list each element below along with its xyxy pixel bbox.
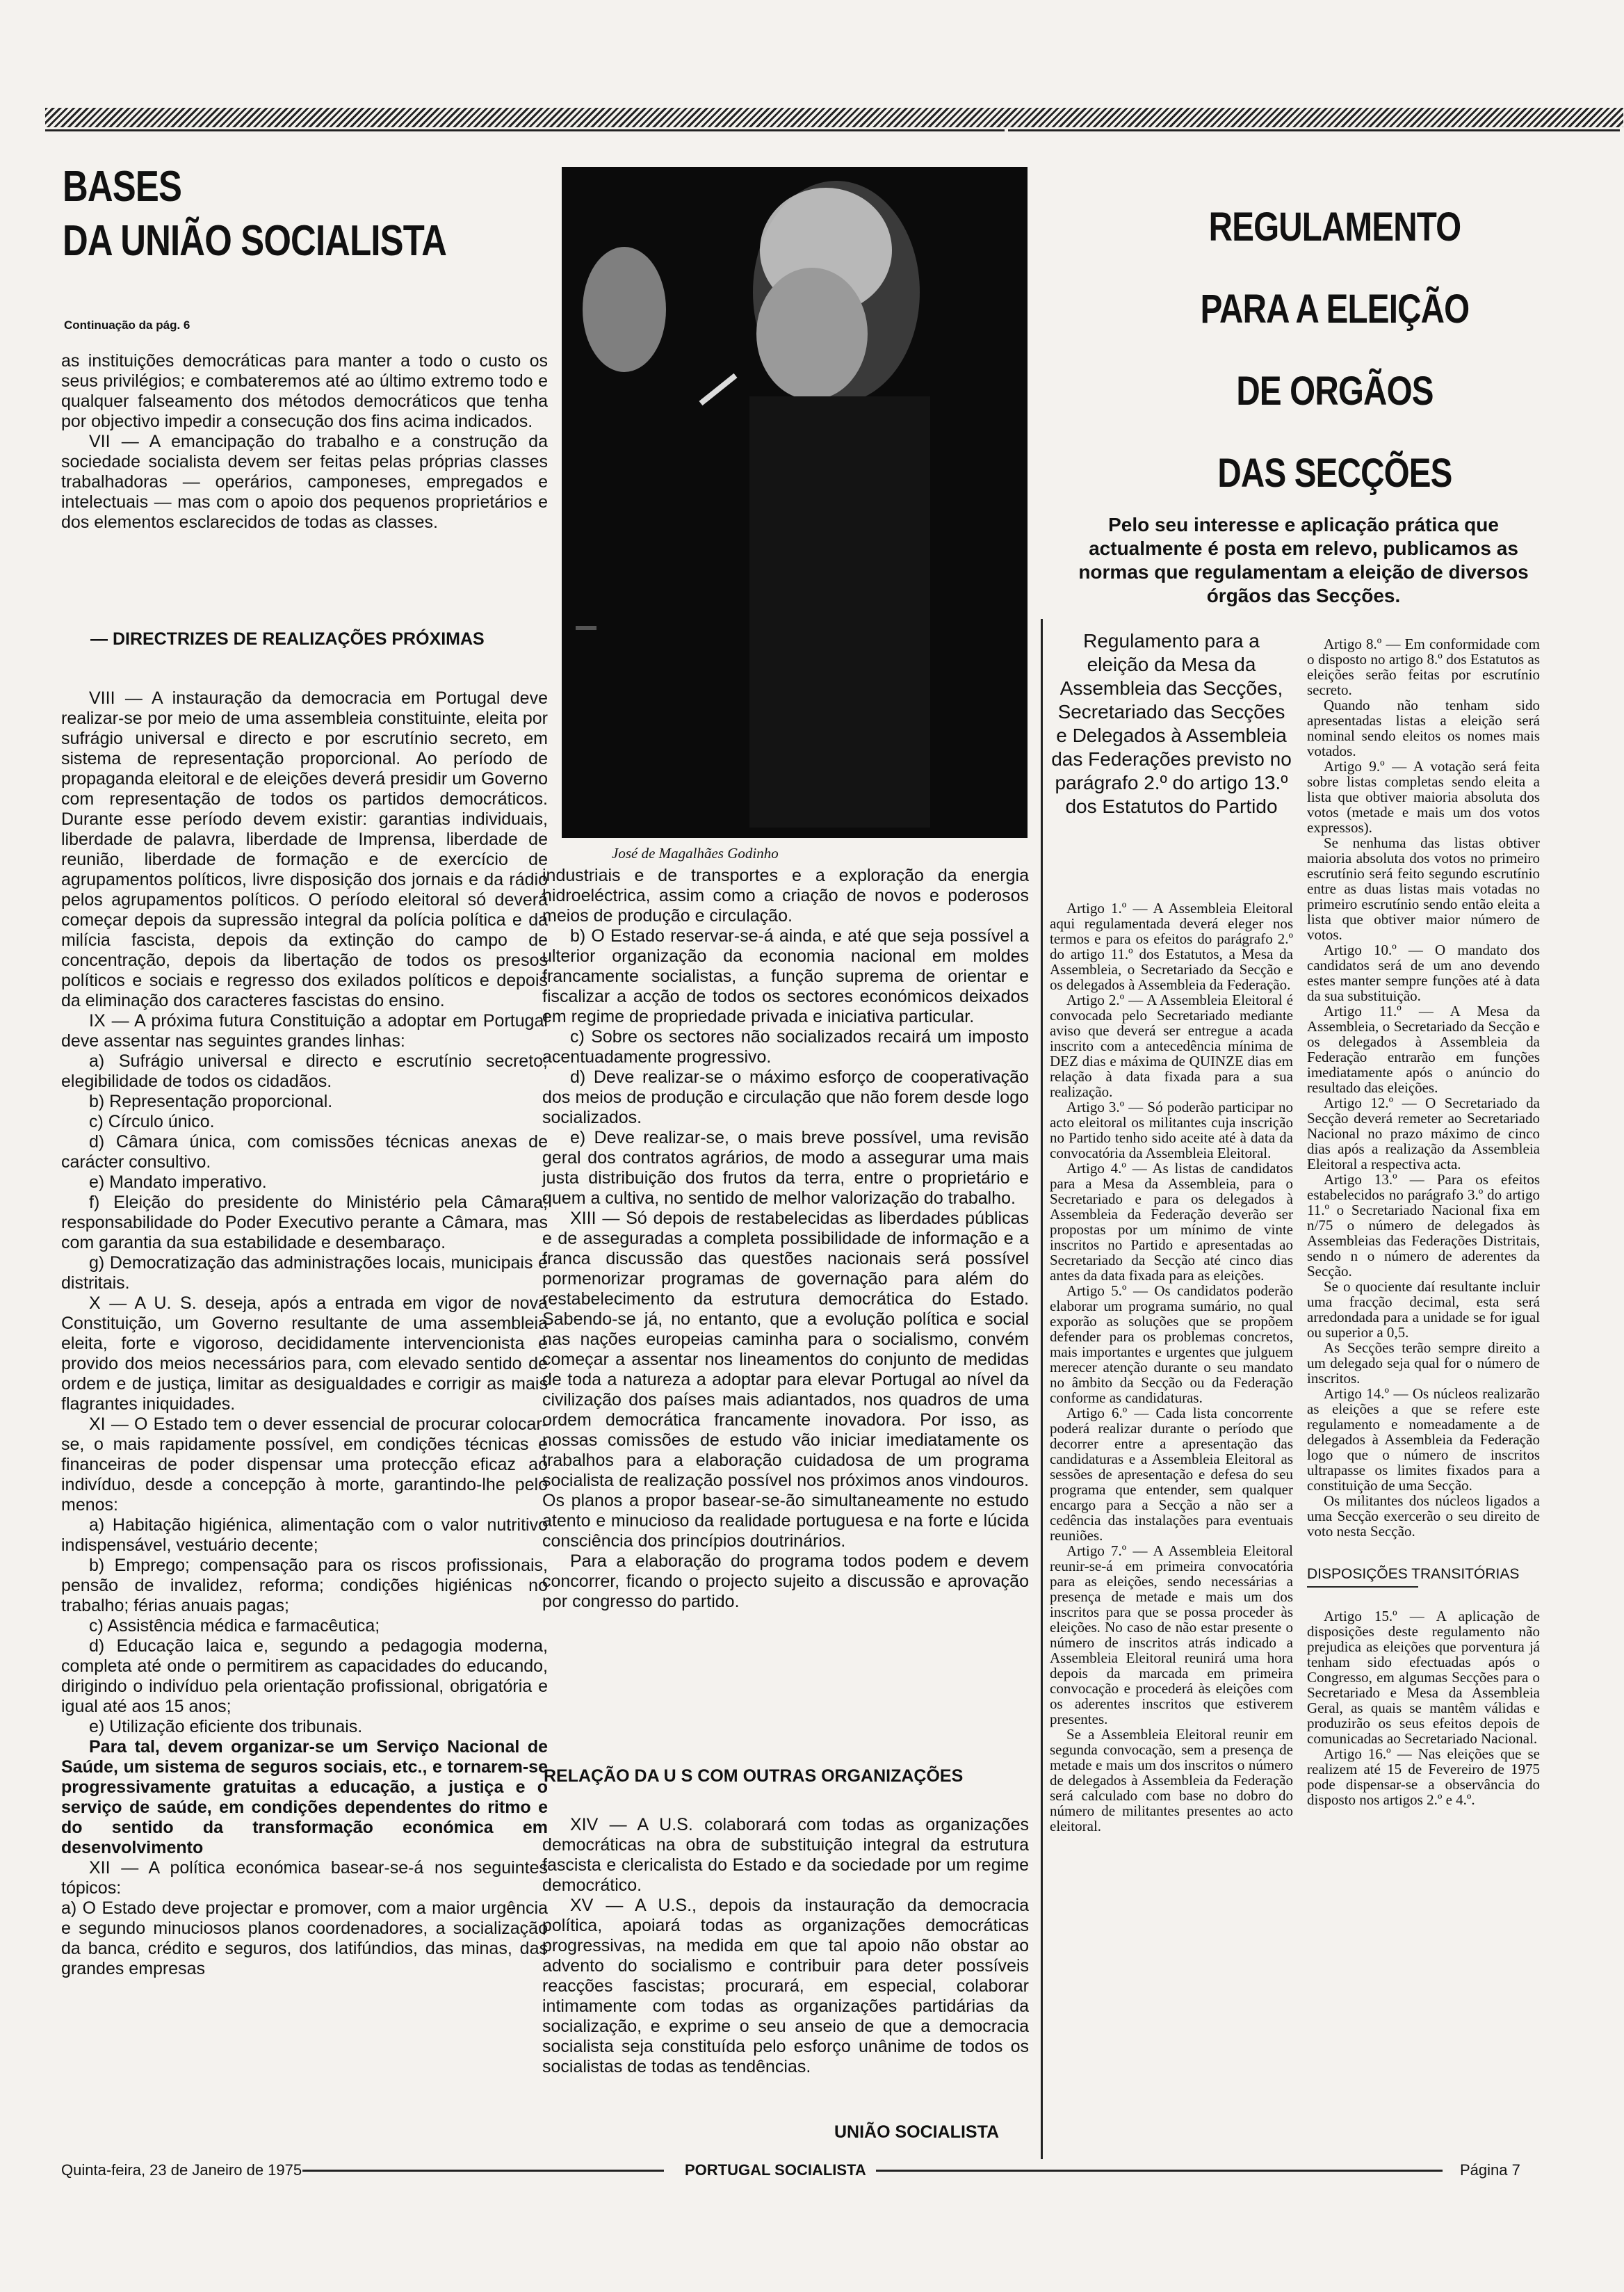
list-item: f) Eleição do presidente do Ministério pela Câmara; responsabilidade do Poder Executivo perante a Câmara, mas com garantia da sua estabilidade e desembaraço. [61,1193,548,1252]
header-hatch-band [45,108,1623,127]
footer-date: Quinta-feira, 23 de Janeiro de 1975 [61,2161,302,2179]
body-paragraph: c) Sobre os sectores não socializados recairá um imposto acentuadamente progressivo. [542,1027,1029,1067]
title-line: DAS SECÇÕES [1217,451,1452,496]
body-paragraph: industriais e de transportes e a exploração da energia hidroeléctrica, assim como a criação de novos e poderosos meios de produção e circulação. [542,866,1029,926]
article-paragraph: As Secções terão sempre direito a um delegado seja qual for o número de inscritos. [1307,1339,1540,1387]
list-item: a) Habitação higiénica, alimentação com o valor nutritivo indispensável, vestuário decente; [61,1515,548,1555]
column-divider [1041,619,1043,2159]
list-item: d) Câmara única, com comissões técnicas anexas de carácter consultivo. [61,1132,548,1172]
body-paragraph: VIII — A instauração da democracia em Portugal deve realizar-se por meio de uma assembleia constituinte, eleita por sufrágio universal e directo e por escrutínio secreto, em sistema de representação proporcional. Ao período de propaganda eleitoral e de eleições deverá presidir um Governo com representação de todos os partidos democráticos. Durante esse período devem existir: garantias individuais, liberdade de palavra, liberdade de Imprensa, liberdade de reunião, liberdade de formação e de exercício de agrupamentos políticos, livre disposição dos jornais e da rádio pelos agrupamentos políticos. O período eleitoral só deverá começar depois da supressão integral da polícia política e da milícia fascista, depois da extinção do campo de concentração, depois da libertação de todos os presos políticos e sociais e regresso dos exilados políticos e depois da eliminação dos caracteres fascistas do ensino. [61,688,548,1010]
article-paragraph: Artigo 8.º — Em conformidade com o disposto no artigo 8.º dos Estatutos as eleições serão feitas por escrutínio secreto. [1307,636,1540,698]
article-paragraph: Artigo 5.º — Os candidatos poderão elaborar um programa sumário, no qual exporão as soluções que se propõem defender para os problemas concretos, mais importantes e urgentes que julguem merecer atenção durante o seu mandato no âmbito da Secção ou da Federação conforme as candidaturas. [1050,1282,1293,1406]
list-item: b) Emprego; compensação para os riscos profissionais, pensão de invalidez, reforma; condições higiénicas no trabalho; férias anuais pagas; [61,1556,548,1615]
intro-paragraph: VII — A emancipação do trabalho e a construção da sociedade socialista devem ser feitas pelas próprias classes trabalhadoras — operários, camponeses, empregados e intelectuais — mas com o apoio dos pequenos proprietários e dos elementos esclarecidos de todas as classes. [61,432,548,532]
list-item: b) Representação proporcional. [89,1092,333,1111]
heading-underline [1307,1586,1418,1588]
article-paragraph: Artigo 10.º — O mandato dos candidatos será de um ano devendo estes manter sempre funções até à data da sua substituição. [1307,942,1540,1004]
list-item: c) Assistência médica e farmacêutica; [89,1616,380,1636]
article-paragraph: Artigo 11.º — A Mesa da Assembleia, o Secretariado da Secção e os delegados à Assembleia da Federação entrarão em funções imediatamente após o anúncio do resultado das eleições. [1307,1003,1540,1096]
body-paragraph: d) Deve realizar-se o máximo esforço de cooperativação dos meios de produção e circulação que não forem desde logo socializados. [542,1067,1029,1127]
body-paragraph: XV — A U.S., depois da instauração da democracia política, apoiará todas as organizações democráticas progressivas, na medida em que tal apoio não obstar ao advento do socialismo e contribuir para deter possíveis reacções fascistas; procurará, em especial, colaborar intimamente com todas as organizações partidárias da socialização, e exprime o seu anseio de que a democracia socialista seja constituída pelo esforço unânime de todos os socialistas de todas as tendências. [542,1896,1029,2076]
article-paragraph: Artigo 13.º — Para os efeitos estabelecidos no parágrafo 3.º do artigo 11.º o Secretariado Nacional fixa em n/75 o número de delegados às Assembleias das Federações Distritais, sendo n o número de aderentes da Secção. [1307,1171,1540,1280]
article-paragraph: Artigo 1.º — A Assembleia Eleitoral aqui regulamentada deverá eleger nos termos e para os efeitos do parágrafo 2.º do artigo 11.º dos Estatutos, a Mesa da Assembleia, o Secretariado da Secção e os delegados à Assembleia da Federação. [1050,900,1293,993]
list-item: e) Mandato imperativo. [89,1172,267,1192]
continuation-note: Continuação da pág. 6 [64,318,190,332]
body-paragraph: a) O Estado deve projectar e promover, com a maior urgência e segundo minuciosos planos coordenadores, a socialização da banca, crédito e seguros, dos latifúndios, das minas, das grandes empresas [61,1898,548,1978]
article-paragraph: Artigo 2.º — A Assembleia Eleitoral é convocada pelo Secretariado mediante aviso que deverá ser entregue a acada inscrito com a antecedência mínima de DEZ dias e máxima de QUINZE dias em relação à data fixada para a sua realização. [1050,992,1293,1100]
body-paragraph: XIV — A U.S. colaborará com todas as organizações democráticas na obra de substituição integral da estrutura fascista e clericalista do Estado e da sociedade por um regime democrático. [542,1815,1029,1895]
article-paragraph: Artigo 4.º — As listas de candidatos para a Mesa da Assembleia, para o Secretariado e para os delegados à Assembleia da Federação deverão ser propostas por um mínimo de vinte inscritos no Partido e apresentadas ao Secretariado da Secção até cinco dias antes da data fixada para as eleições. [1050,1160,1293,1284]
title-line: REGULAMENTO [1208,204,1461,250]
left-intro [61,351,548,533]
signature: UNIÃO SOCIALISTA [834,2122,1000,2142]
title-line-1: BASES [63,163,182,211]
article-paragraph: Artigo 14.º — Os núcleos realizarão as eleições a que se refere este regulamento e nomeadamente a de delegados à Assembleia da Federação logo que o número de inscritos ultrapasse os limites fixados para a constituição de uma Secção. [1307,1385,1540,1494]
body-paragraph: Para a elaboração do programa todos podem e devem concorrer, ficando o projecto sujeito a discussão e aprovação por congresso do partido. [542,1551,1029,1611]
header-rule-right [1008,129,1620,131]
list-item: g) Democratização das administrações locais, municipais e distritais. [61,1253,548,1293]
article-paragraph: Artigo 15.º — A aplicação de disposições deste regulamento não prejudica as eleições que porventura já tenham sido efectuadas após o Congresso, em algumas Secções para o Secretariado e Mesa da Assembleia Geral, as quais se mantêm válidas e produzirão os seus efeitos depois de comunicadas ao Secretariado Nacional. [1307,1608,1540,1747]
disposicoes-heading: DISPOSIÇÕES TRANSITÓRIAS [1307,1566,1520,1582]
article-paragraph: Artigo 16.º — Nas eleições que se realizem até 15 de Fevereiro de 1975 pode dispensar-se a observância do disposto nos artigos 2.º e 4.º. [1307,1745,1540,1808]
title-line-2: DA UNIÃO SOCIALISTA [63,217,447,265]
right-article-title [1118,186,1551,515]
footer-paper-name: PORTUGAL SOCIALISTA [685,2161,866,2179]
section-heading-directrizes: — DIRECTRIZES DE REALIZAÇÕES PRÓXIMAS [90,629,485,649]
body-paragraph: XI — O Estado tem o dever essencial de procurar colocar-se, o mais rapidamente possível, em condições técnicas e financeiras de poder dispensar uma protecção eficaz ao indivíduo, desde a concepção à morte, garantindo-lhe pelo menos: [61,1414,548,1515]
body-paragraph: XIII — Só depois de restabelecidas as liberdades públicas e de asseguradas a completa possibilidade de informação e a franca discussão das questões nacionais será possível pormenorizar programas de governação para além do restabelecimento da estrutura democrática do Estado. Sabendo-se já, no entanto, que a evolução política e social nas nações europeias caminha para o socialismo, convém começar a assentar nos lineamentos do conjunto de medidas de toda a natureza a adoptar para elevar Portugal ao nível da civilização dos países mais adiantados, nos quadros de uma ordem democrática francamente inovadora. Por isso, as nossas comissões de estudo vão iniciar imediatamente os trabalhos para a elaboração cuidadosa de um programa socialista de realização possível nos próximos anos vindouros. Os planos a propor basear-se-ão simultaneamente no estudo atento e minucioso da realidade portuguesa e na forte e lúcida consciência dos princípios doutrinários. [542,1209,1029,1551]
article-paragraph: Se o quociente daí resultante incluir uma fracção decimal, esta será arredondada para a unidade se for igual ou superior a 0,5. [1307,1278,1540,1341]
photo-illustration [562,167,1028,838]
section-heading-relacao: RELAÇÃO DA U S COM OUTRAS ORGANIZAÇÕES [544,1766,964,1786]
article-paragraph: Artigo 9.º — A votação será feita sobre listas completas sendo eleita a lista que obtiver maioria absoluta dos votos (metade e mais um dos votos expressos). [1307,758,1540,836]
left-article-title [63,160,446,268]
footer-rule-left [302,2170,664,2172]
article-paragraph: Artigo 6.º — Cada lista concorrente poderá realizar durante o período que decorrer entre a apresentação das candidaturas e a Assembleia Eleitoral as sessões de apresentação e defesa do seu programa que entender, sem qualquer encargo para a Secção a não ser a cedência das instalações para eventuais reuniões. [1050,1405,1293,1544]
body-paragraph: XII — A política económica basear-se-á nos seguintes tópicos: [61,1858,548,1898]
title-line: DE ORGÃOS [1236,369,1434,414]
list-item: a) Sufrágio universal e directo e escrutínio secreto; elegibilidade de todos os cidadãos. [61,1051,548,1091]
article-paragraph: Artigo 7.º — A Assembleia Eleitoral reunir-se-á em primeira convocatória para as eleições, sendo necessárias a presença de metade e mais um dos inscritos para que se possa proceder às eleições. No caso de não estar presente o número de inscritos atrás indicado a Assembleia Eleitoral reunirá uma hora depois da marcada em primeira convocação e procederá às eleições com os aderentes inscritos que estiverem presentes. [1050,1542,1293,1727]
footer-rule-right [876,2170,1443,2172]
article-paragraph: Se nenhuma das listas obtiver maioria absoluta dos votos no primeiro escrutínio será feito segundo escrutínio entre as duas listas mais votadas no primeiro escrutínio sendo então eleita a lista que obtiver maior número de votos. [1307,834,1540,943]
regulation-column-1 [1050,901,1293,1834]
photo-caption: José de Magalhães Godinho [612,845,779,862]
regulation-column-2 [1307,636,1540,1807]
article-paragraph: Quando não tenham sido apresentadas listas a eleição será nominal sendo eleitos os nomes mais votados. [1307,697,1540,759]
middle-column [542,866,1029,1612]
left-main-column [61,688,548,1979]
body-paragraph: X — A U. S. deseja, após a entrada em vigor de nova Constituição, um Governo resultante de uma assembleia eleita, forte e vigoroso, decididamente intervencionista e provido dos meios necessários para, com elevado sentido de ordem e de justiça, limitar as desigualdades e corrigir as mais flagrantes iniquidades. [61,1293,548,1414]
article-paragraph: Os militantes dos núcleos ligados a uma Secção exercerão o seu direito de voto nesta Secção. [1307,1492,1540,1540]
body-paragraph: e) Deve realizar-se, o mais breve possível, uma revisão geral dos contratos agrários, de modo a assegurar uma mais justa distribuição dos frutos da terra, entre o proprietário e quem a cultiva, no sentido de melhor valorização do trabalho. [542,1128,1029,1208]
article-paragraph: Artigo 3.º — Só poderão participar no acto eleitoral os militantes cuja inscrição no Partido tenho sido aceite até à data da convocatória da Assembleia Eleitoral. [1050,1099,1293,1161]
intro-paragraph: as instituições democráticas para manter a todo o custo os seus privilégios; e combateremos até ao último extremo todo e qualquer falseamento dos métodos democráticos que tenha por objectivo impedir a consecução dos fins acima indicados. [61,351,548,431]
portrait-photo [562,167,1028,838]
article-paragraph: Artigo 12.º — O Secretariado da Secção deverá remeter ao Secretariado Nacional no prazo máximo de cinco dias após a realização da Assembleia Eleitoral a respectiva acta. [1307,1095,1540,1172]
title-line: PARA A ELEIÇÃO [1200,286,1470,332]
list-item: e) Utilização eficiente dos tribunais. [89,1717,363,1736]
right-article-intro: Pelo seu interesse e aplicação prática que actualmente é posta em relevo, publicamos as normas que regulamentam a eleição de diversos órgãos das Secções. [1078,514,1529,606]
body-paragraph: b) O Estado reservar-se-á ainda, e até que seja possível a ulterior organização da economia nacional em moldes francamente socialistas, a função suprema de orientar e fiscalizar a acção de todos os sectores económicos deixados em regime de propriedade privada e iniciativa particular. [542,926,1029,1026]
footer-page-number: Página 7 [1460,2161,1520,2179]
article-paragraph: Se a Assembleia Eleitoral reunir em segunda convocação, sem a presença de metade e mais um dos inscritos o número de delegados à Assembleia da Federação será calculado com base no dobro do número de militantes presentes ao acto eleitoral. [1050,1726,1293,1834]
list-item: c) Círculo único. [89,1112,215,1131]
regulation-subtitle: Regulamento para a eleição da Mesa da Assembleia das Secções, Secretariado das Secções e Delegados à Assembleia das Federações previsto no parágrafo 2.º do artigo 13.º dos Estatutos do Partido [1051,630,1292,817]
body-paragraph: IX — A próxima futura Constituição a adoptar em Portugal deve assentar nas seguintes grandes linhas: [61,1011,548,1051]
header-rule-left [45,129,1005,131]
bold-paragraph: Para tal, devem organizar-se um Serviço Nacional de Saúde, um sistema de seguros sociais, etc., e tornarem-se progressivamente gratuitas a educação, a justiça e o serviço de saúde, em condições dependentes do ritmo e do sentido da transformação económica em desenvolvimento [61,1737,548,1857]
middle-column-2 [542,1815,1029,2077]
list-item: d) Educação laica e, segundo a pedagogia moderna, completa até onde o permitirem as capacidades do educando, dirigindo o indivíduo pela orientação profissional, obrigatória e igual até aos 15 anos; [61,1636,548,1716]
